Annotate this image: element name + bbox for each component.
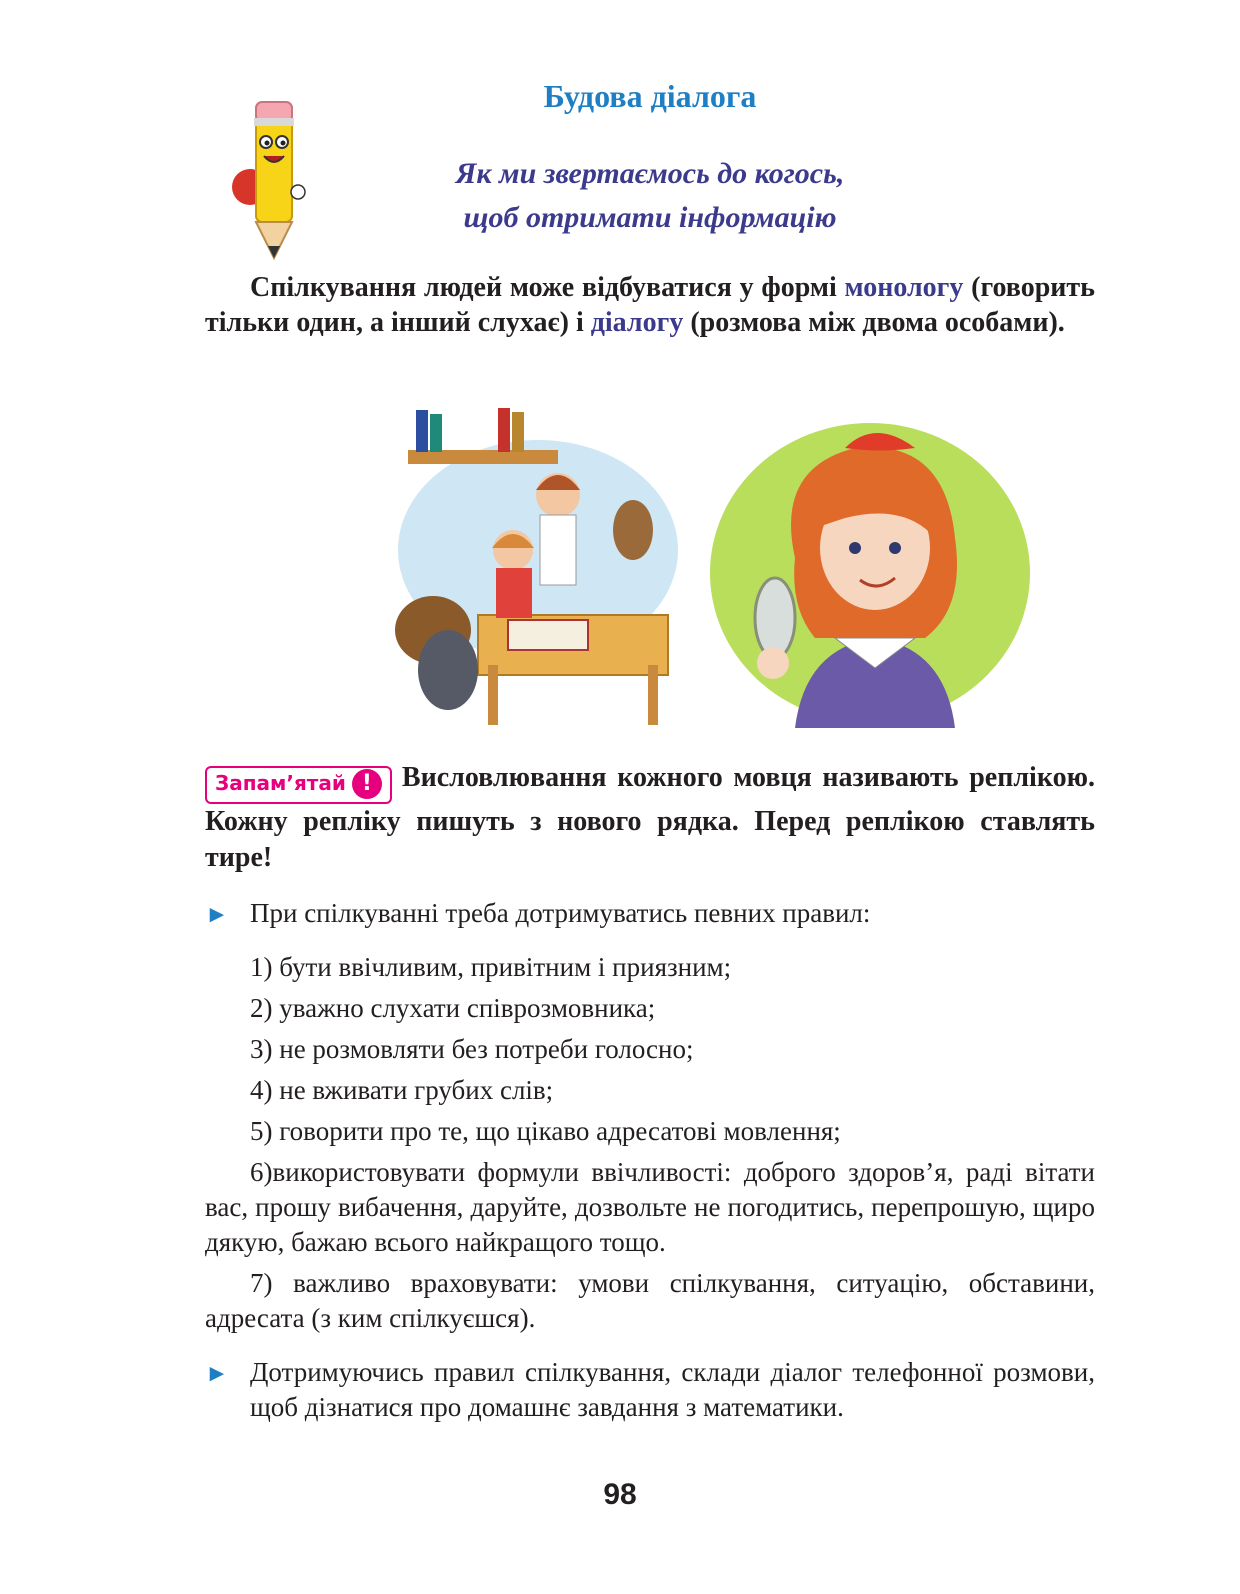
- intro-text: (розмова між двома особами).: [683, 307, 1065, 338]
- bullet-text: Дотримуючись правил спілкування, склади діалог телефонної розмови, щоб дізнатися про домашнє завдання з математики.: [250, 1357, 1095, 1422]
- bullet-text: При спілкуванні треба дотримуватись певних правил:: [250, 898, 871, 928]
- page-subtitle: [380, 152, 920, 240]
- bullet-item: [205, 1355, 1095, 1425]
- rule-item: 2) уважно слухати співрозмовника;: [250, 993, 656, 1023]
- remember-badge-label: Запам’ятай: [215, 771, 346, 795]
- rule-item: 6)використовувати формули ввічливості: доброго здоров’я, раді вітати вас, прошу вибачення, даруйте, дозвольте не погодитись, перепрошую, щиро дякую, бажаю всього найкращого тощо.: [205, 1157, 1095, 1257]
- term-monologue: монологу: [844, 272, 964, 303]
- triangle-arrow-icon: ►: [205, 1361, 229, 1387]
- triangle-arrow-icon: ►: [205, 902, 229, 928]
- rule-item: 5) говорити про те, що цікаво адресатові мовлення;: [250, 1116, 841, 1146]
- remember-block: [205, 760, 1095, 876]
- term-dialogue: діалогу: [590, 307, 684, 338]
- pencil-mascot-illustration: [228, 92, 318, 262]
- rules-list: [205, 950, 1095, 1342]
- rule-item: 1) бути ввічливим, привітним і приязним;: [250, 952, 732, 982]
- intro-text: (говорить тільки один, а інший слухає) і: [205, 272, 1095, 338]
- rule-item: 4) не вживати грубих слів;: [250, 1075, 554, 1105]
- intro-text: Спілкування людей може відбуватися у формі: [250, 272, 845, 303]
- page-title: Будова діалога: [543, 78, 757, 114]
- remember-text: Висловлювання кожного мовця називають реплікою. Кожну репліку пишуть з нового рядка. Перед реплікою ставлять тире!: [205, 762, 1095, 873]
- page-number: 98: [603, 1478, 637, 1511]
- rule-item: 7) важливо враховувати: умови спілкування, ситуацію, обставини, адресата (з ким спілкуєшся).: [205, 1268, 1095, 1333]
- remember-badge: [205, 766, 392, 804]
- intro-paragraph: [205, 270, 1095, 340]
- children-reading-illustration: [388, 400, 678, 730]
- exclamation-icon: !: [352, 769, 382, 799]
- rule-item: 3) не розмовляти без потреби голосно;: [250, 1034, 694, 1064]
- bullet-item: [205, 896, 1095, 931]
- girl-with-mirror-illustration: [705, 408, 1035, 728]
- subtitle-line: Як ми звертаємось до когось,: [455, 157, 845, 190]
- subtitle-line: щоб отримати інформацію: [463, 201, 837, 234]
